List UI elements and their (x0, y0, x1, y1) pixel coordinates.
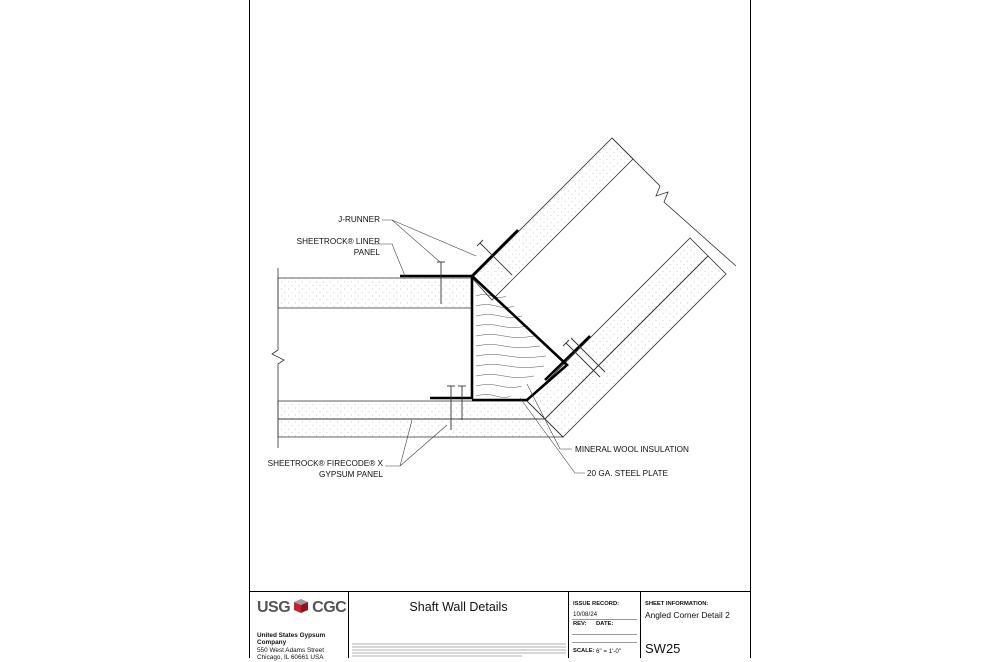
sheet-number: SW25 (645, 641, 681, 656)
disclaimer-text-block (352, 642, 566, 659)
sheet-info-label: SHEET INFORMATION: (645, 601, 709, 607)
sheet-title: Shaft Wall Details (409, 600, 508, 614)
company-name: United States Gypsum Company (257, 632, 326, 647)
company-address (257, 632, 348, 662)
label-steel-plate: 20 GA. STEEL PLATE (587, 469, 668, 478)
logo-cgc-text: CGC (312, 599, 347, 616)
label-liner-panel-line2: PANEL (353, 248, 380, 257)
gypsum-panel-horizontal-2 (278, 419, 563, 437)
sheet-info-cell (641, 592, 751, 658)
logo-usg-text: USG (257, 599, 291, 616)
gypsum-panel-angled-2 (545, 256, 726, 437)
title-block (249, 591, 751, 662)
company-city: Chicago, IL 60661 USA (257, 654, 324, 662)
issue-divider (572, 619, 637, 620)
company-street: 550 West Adams Street (257, 646, 325, 654)
issue-date: 10/08/24 (573, 611, 598, 618)
gypsum-panel-angled-1 (527, 238, 708, 419)
company-cell (249, 592, 349, 662)
rev-label: REV: (573, 621, 587, 627)
label-firecode-line2: GYPSUM PANEL (319, 470, 383, 479)
rev-divider-2 (572, 642, 637, 643)
label-firecode-line1: SHEETROCK® FIRECODE® X (267, 459, 383, 468)
sheet-name: Angled Corner Detail 2 (645, 610, 730, 620)
scale-value: 6" = 1'-0" (596, 648, 622, 655)
label-mineral-wool: MINERAL WOOL INSULATION (575, 445, 689, 454)
liner-panel-angled (472, 138, 633, 300)
date-label: DATE: (596, 621, 614, 627)
liner-panel-horizontal (278, 278, 472, 308)
scale-label: SCALE: (573, 648, 595, 654)
usg-cgc-logo (257, 598, 346, 617)
title-cell (349, 592, 569, 658)
mineral-wool-insulation (476, 295, 546, 398)
label-liner-panel-line1: SHEETROCK® LINER (296, 237, 380, 246)
issue-cell (569, 592, 641, 658)
issue-record-label: ISSUE RECORD: (573, 601, 620, 607)
rev-divider-1 (572, 634, 637, 635)
logo-cube-icon (293, 598, 309, 614)
gypsum-panel-horizontal-1 (278, 401, 545, 419)
label-j-runner: J-RUNNER (338, 215, 380, 224)
